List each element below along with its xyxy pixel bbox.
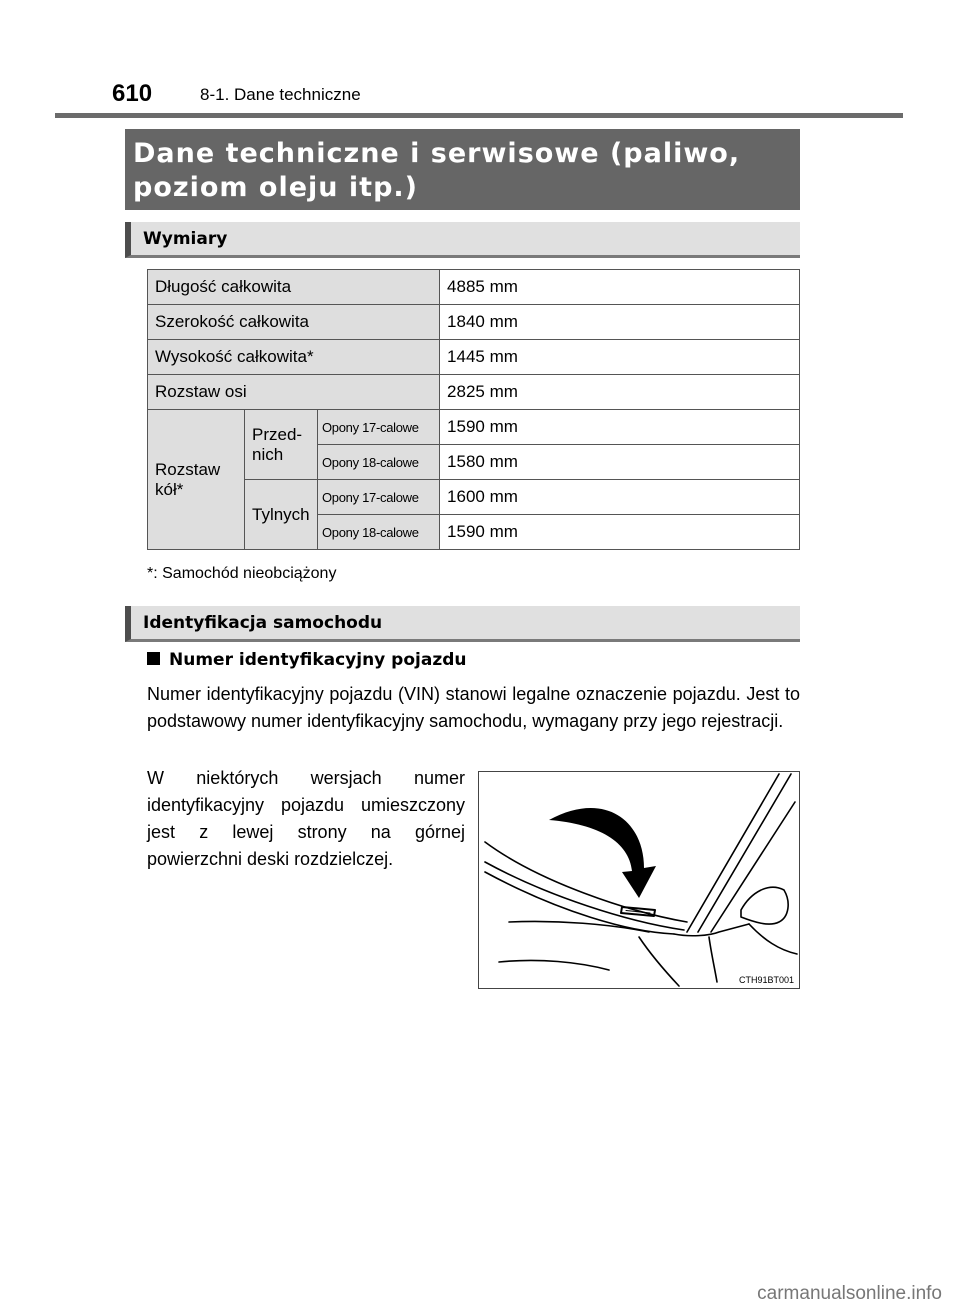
identification-heading: [125, 606, 800, 642]
dimension-value: 1840 mm: [440, 305, 800, 340]
tyre-size-label: Opony 17-calowe: [318, 480, 440, 515]
identification-heading-text: Identyfikacja samochodu: [143, 613, 383, 633]
page-title-line-1: Dane techniczne i serwisowe (paliwo,: [133, 138, 741, 169]
square-bullet-icon: [147, 652, 160, 665]
table-row: [148, 480, 800, 515]
vin-location-illustration: [478, 771, 800, 989]
vin-location-paragraph: W niektórych wersjach numer identyfikacyjny pojazdu umieszczony jest z lewej strony na górnej powierzchni deski rozdzielczej.: [147, 768, 465, 869]
dimensions-heading-text: Wymiary: [143, 229, 228, 249]
tyre-size-label: Opony 17-calowe: [318, 410, 440, 445]
dimensions-heading: [125, 222, 800, 258]
dimension-label: Wysokość całkowita*: [148, 340, 440, 375]
table-row: [148, 270, 800, 305]
footnote: *: Samochód nieobciążony: [147, 565, 337, 582]
section-reference: 8-1. Dane techniczne: [200, 85, 361, 104]
vin-subheading: [147, 650, 467, 670]
dashboard-drawing: [479, 772, 799, 988]
dimension-value: 1590 mm: [440, 515, 800, 550]
vin-subheading-text: Numer identyfikacyjny pojazdu: [169, 650, 467, 670]
header-rule: [55, 113, 903, 118]
dimension-value: 1600 mm: [440, 480, 800, 515]
dimension-value: 1580 mm: [440, 445, 800, 480]
vin-paragraph: Numer identyfikacyjny pojazdu (VIN) stanowi legalne oznaczenie pojazdu. Jest to podstawowy numer identyfikacyjny samochodu, wymagany przy jego rejestracji.: [147, 684, 800, 731]
page-title: [125, 129, 800, 210]
table-row: [148, 410, 800, 445]
track-front-label: Przed- nich: [245, 410, 318, 480]
dimensions-table: [147, 269, 800, 550]
watermark: carmanualsonline.info: [757, 1283, 942, 1304]
track-rear-label: Tylnych: [245, 480, 318, 550]
dimension-value: 1445 mm: [440, 340, 800, 375]
track-label: Rozstaw kół*: [148, 410, 245, 550]
dimension-value: 4885 mm: [440, 270, 800, 305]
figure-code: CTH91BT001: [738, 975, 794, 985]
page-title-line-2: poziom oleju itp.): [133, 172, 419, 203]
dimension-value: 1590 mm: [440, 410, 800, 445]
table-row: [148, 305, 800, 340]
table-row: [148, 340, 800, 375]
dimension-label: Długość całkowita: [148, 270, 440, 305]
dimension-label: Szerokość całkowita: [148, 305, 440, 340]
tyre-size-label: Opony 18-calowe: [318, 515, 440, 550]
arrow-icon: [549, 808, 656, 898]
tyre-size-label: Opony 18-calowe: [318, 445, 440, 480]
page-number: 610: [112, 80, 153, 107]
dimension-value: 2825 mm: [440, 375, 800, 410]
table-row: [148, 375, 800, 410]
dimension-label: Rozstaw osi: [148, 375, 440, 410]
